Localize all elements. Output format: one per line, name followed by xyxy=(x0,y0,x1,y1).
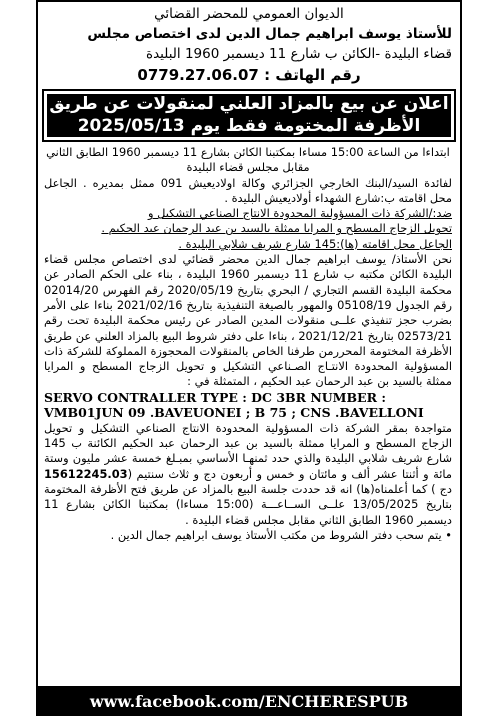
debtor-line-2: تحويل الزجاج المسطح و المرايا ممثلة بالسيد بن عبد الرحمان عبد الحكيم . xyxy=(101,221,452,236)
creditor-paragraph: لفائدة السيد/البنك الخارجي الجزائري وكالة اولاديعيش 091 ممثل بمديره . الجاعل محل اقامته ب:شارع الشهداء أولاديعيش البليدة . xyxy=(44,175,452,205)
office-address: قضاء البليدة -الكائن ب شارع 11 ديسمبر 1960 البليدة xyxy=(146,46,452,62)
phone-line xyxy=(38,64,460,86)
debtor-address: الجاعل محل اقامته (ها):145 شارع شريف شلابي البليدة . xyxy=(178,236,452,251)
banner-line-1: اعلان عن بيع بالمزاد العلني لمنقولات عن طريق xyxy=(49,94,449,114)
phone-number: 0779.27.06.07 xyxy=(137,66,259,84)
auction-banner xyxy=(42,89,456,142)
footer-url[interactable]: www.facebook.com/ENCHERESPUB xyxy=(36,688,462,716)
price-paragraph xyxy=(44,421,452,528)
conditions-note: • يتم سحب دفتر الشروط من مكتب الأستاذ يوسف ابراهيم جمال الدين . xyxy=(110,527,452,542)
price-text: متواجدة بمقر الشركة ذات المسؤولية المحدودة الانتاج الصناعي التشكيل و تحويل الزجاج المسطح و المرايا ممثلة بالسيد بن عبد الرحمان عبد الحكيم الكائنة ب 145 شارع شريف شلابي البليدة والذي حدد ثمنهـا الأساسي بمبـلغ خمسة عشر مليون وستة مائة و أثنتا عشر ألف و مائتان و خمس و أربعون دج و ثلاث سنتيم ( xyxy=(44,420,452,481)
equipment-spec: SERVO CONTRALLER TYPE : DC 3BR NUMBER : VMB01JUN 09 .BAVEUONEI ; B 75 ; CNS .BAVELLONI xyxy=(44,389,424,421)
phone-label: رقم الهاتف : xyxy=(264,66,361,84)
price-amount: 15612245.03 xyxy=(44,466,128,481)
announcement-frame xyxy=(36,0,462,688)
intro-paragraph: ابتداءا من الساعة 15:00 مساءا بمكتبنا الكائن بشارع 11 ديسمبر 1960 الطابق الثاني مقابل مجلس قضاء البليدة xyxy=(46,145,450,175)
office-title: الديوان العمومي للمحضر القضائي xyxy=(154,6,344,22)
debtor-line-1: ضد:/الشركة ذات المسؤولية المحدودة الانتاج الصناعي التشكيل و xyxy=(147,206,452,221)
legal-basis-paragraph: نحن الأستاذ/ يوسف ابراهيم جمال الدين محضر قضائي لدى اختصاص مجلس قضاء البليدة الكائن مكتبه ب شارع 11 ديسمبر 1960 البليدة ، بناء على الحكم الصادر عن محكمة البليدة القسم التجاري / البحري بتاريخ 2020/05/19 رقم الفهرس 02014/20 رقم الجدول 05108/19 والمهور بالصيغة التنفيذية بتاريخ 2021/02/16 بناءا على الأمر بضرب حجز تنفيذي علــى منقولات المدين الصادر عن رئيس محكمة البليدة تحت رقم 02573/21 بتاريخ 2021/12/21 ، بناءا على دفتر شروط البيع بالمزاد العلني عن طريق الأظرفة المختومة المحررمن طرفنا الخاص بالمنقولات المحجوزة المملوكة للشركة ذات المسؤولية المحدودة الانتـاج الصـناعي التشكيل و تحويل الزجاج المسطح و المرايا ممثلة بالسيد بن عبد الرحمان عبد الحكيم ، المتمثلة في : xyxy=(44,252,453,389)
session-text: دج ) كما أعلمناه(ها) انه قد حددت جلسة البيع بالمزاد عن طريق فتح الأظرفة المختومة بتاريخ 13/05/2025 علــى الســاعـــة (15:00 مساءا) بمكتبنا الكائن بشارع 11 ديسمبر 1960 الطابق الثاني مقابل مجلس قضاء البليدة . xyxy=(44,481,452,527)
banner-line-2: الأظرفة المختومة فقط يوم 2025/05/13 xyxy=(77,116,421,136)
header xyxy=(38,2,460,64)
announcement-body xyxy=(38,142,460,543)
bailiff-name: للأستاذ يوسف ابراهيم جمال الدين لدى اختصاص مجلس xyxy=(87,26,452,42)
